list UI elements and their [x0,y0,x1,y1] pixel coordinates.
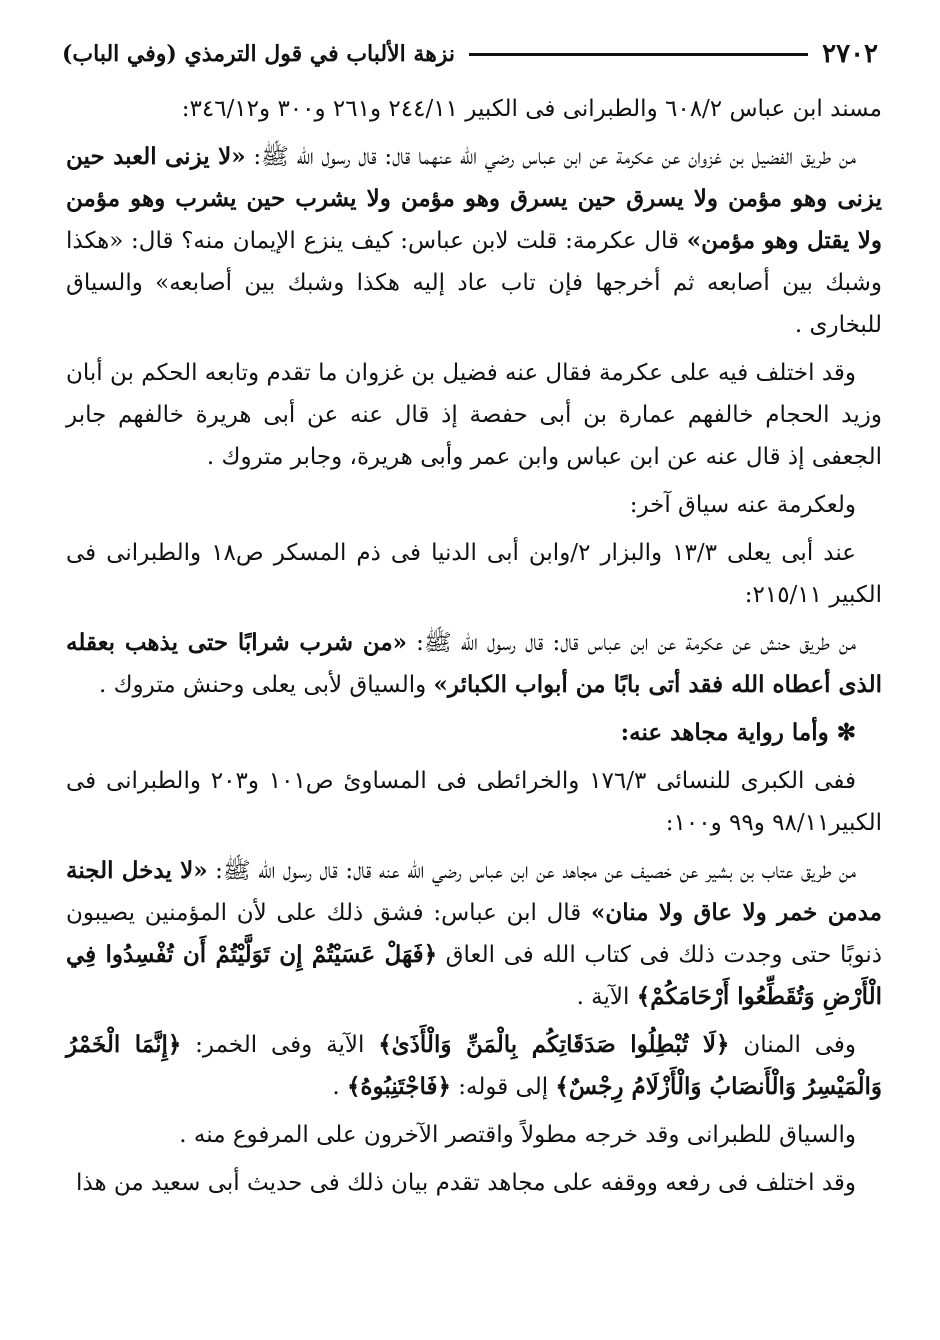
paragraph-8 [66,760,882,844]
paragraph-3 [66,352,882,478]
text-segment: مسند ابن عباس ٦٠٨/٢ والطبرانى فى الكبير ٢٤٤/١١ و٢٦١ و٣٠٠ و٣٤٦/١٢: [181,96,882,122]
paragraph-1 [66,88,882,130]
page-body [66,88,882,1210]
hadith-text: «لا يدخل الجنة مدمن خمر ولا عاق ولا منان» [66,857,882,926]
paragraph-2 [66,136,882,346]
hadith-text: «من شرب شرابًا حتى يذهب بعقله الذى أعطاه الله فقد أتى بابًا من أبواب الكبائر» [66,629,882,698]
paragraph-5 [66,532,882,616]
paragraph-9 [66,850,882,1018]
text-segment: ولعكرمة عنه سياق آخر: [629,492,856,518]
page-header [62,34,878,74]
section-heading-text: ✻ وأما رواية مجاهد عنه: [620,719,856,746]
header-rule [469,53,808,56]
text-segment: . [332,1074,347,1100]
text-segment: من طريق الفضيل بن غزوان عن عكرمة عن ابن عباس رضي الله عنهما قال: قال رسول الله ﷺ: [245,144,856,170]
text-segment: والسياق للطبرانى وقد خرجه مطولاً واقتصر الآخرون على المرفوع منه . [179,1122,856,1148]
quran-verse: ﴿فَاجْتَنِبُوهُ﴾ [347,1073,451,1100]
running-title: نزهة الألباب في قول الترمذي (وفي الباب) [62,41,456,67]
text-segment: وفى المنان [729,1032,856,1058]
text-segment: الآية . [576,984,637,1010]
text-segment: والسياق لأبى يعلى وحنش متروك . [98,672,434,698]
quran-verse: ﴿إِنَّمَا الْخَمْرُ وَالْمَيْسِرُ وَالْأَنصَابُ وَالْأَزْلَامُ رِجْسٌ﴾ [66,1031,882,1100]
quran-verse: ﴿فَهَلْ عَسَيْتُمْ إِن تَوَلَّيْتُمْ أَن تُفْسِدُوا فِي الْأَرْضِ وَتُقَطِّعُوا أَرْحَامَكُمْ﴾ [66,941,882,1010]
text-segment: قال ابن عباس: فشق ذلك على لأن المؤمنين يصيبون ذنوبًا حتى وجدت ذلك فى كتاب الله فى العاق [66,900,882,968]
quran-verse: ﴿لَا تُبْطِلُوا صَدَقَاتِكُم بِالْمَنِّ وَالْأَذَىٰ﴾ [378,1031,730,1058]
text-segment: وقد اختلف فيه على عكرمة فقال عنه فضيل بن غزوان ما تقدم وتابعه الحكم بن أبان وزيد الحجام خالفهم عمارة بن أبى حفصة إذ قال عنه عن أبى هريرة خالفهم جابر الجعفى إذ قال عنه عن ابن عباس وابن عمر وأبى هريرة، وجابر متروك . [66,360,882,470]
text-segment: إلى قوله: [450,1074,556,1100]
paragraph-11 [66,1114,882,1156]
text-segment: من طريق حنش عن عكرمة عن ابن عباس قال: قال رسول الله ﷺ: [407,630,856,656]
text-segment: الآية وفى الخمر: [181,1032,379,1058]
paragraph-6 [66,622,882,706]
paragraph-10 [66,1024,882,1108]
text-segment: عند أبى يعلى ١٣/٣ والبزار ٢/وابن أبى الدنيا فى ذم المسكر ص١٨ والطبرانى فى الكبير ٢١٥/١١: [66,540,882,608]
page-number: ٢٧٠٢ [822,39,878,69]
text-segment: ففى الكبرى للنسائى ١٧٦/٣ والخرائطى فى المساوئ ص١٠١ و٢٠٣ والطبرانى فى الكبير٩٨/١١ و٩٩ و١٠٠: [66,768,882,836]
text-segment: من طريق عتاب بن بشير عن خصيف عن مجاهد عن ابن عباس رضي الله عنه قال: قال رسول الله ﷺ: [207,858,856,884]
paragraph-4 [66,484,882,526]
hadith-text: «لا يزنى العبد حين يزنى وهو مؤمن ولا يسرق حين يسرق وهو مؤمن ولا يشرب حين يشرب وهو مؤمن ولا يقتل وهو مؤمن» [66,143,882,254]
paragraph-12 [66,1162,882,1204]
text-segment: وقد اختلف فى رفعه ووقفه على مجاهد تقدم بيان ذلك فى حديث أبى سعيد من هذا [76,1170,856,1196]
text-segment: قال عكرمة: قلت لابن عباس: كيف ينزع الإيمان منه؟ قال: «هكذا وشبك بين أصابعه ثم أخرجها فإن تاب عاد إليه هكذا وشبك بين أصابعه» والسياق للبخارى . [66,228,882,338]
section-heading [66,712,882,754]
